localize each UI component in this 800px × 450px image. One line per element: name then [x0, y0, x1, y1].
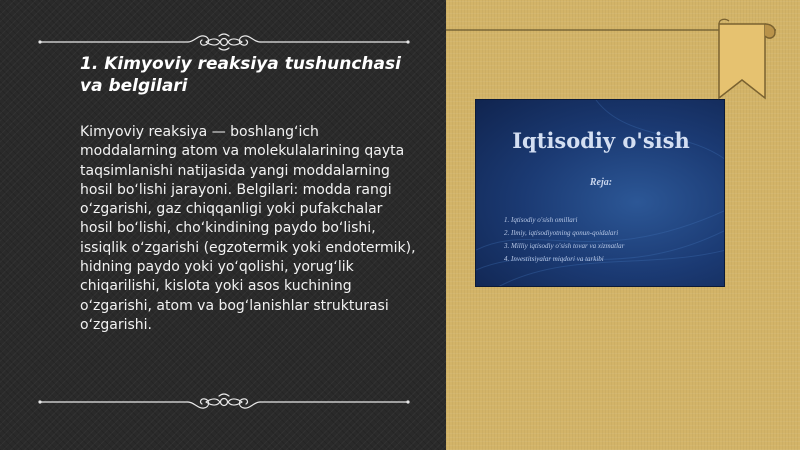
- slide-body-text: Kimyoviy reaksiya — boshlangʻich moddalarning atom va molekulalarining qayta taqsimlanishi natijasida yangi moddalarning hosil boʻlishi jarayoni. Belgilari: modda rangi oʻzgarishi, gaz chiqqanligi yoki pufakchalar hosil boʻlishi, choʻkindining paydo boʻlishi, issiqlik oʻzgarishi (egzotermik yoki endotermik), hidning paydo yoki yoʻqolishi, yorugʻlik chiqarilishi, kislota yoki asos kuchining oʻzgarishi, atom va bogʻlanishlar strukturasi oʻzgarishi.: [80, 124, 416, 333]
- thumbnail-subtitle: Reja:: [589, 177, 613, 188]
- thumbnail-list-item: 3. Milliy iqtisodiy o'sish tovar va xizmatlar: [504, 242, 625, 250]
- embedded-slide-image: [475, 99, 725, 287]
- thumbnail-title: Iqtisodiy o'sish: [512, 128, 690, 153]
- thumbnail-list-item: 4. Investitsiyalar miqdori va tarkibi: [504, 255, 604, 263]
- thumbnail-list-item: 1. Iqtisodiy o'sish omillari: [504, 216, 578, 224]
- slide-heading: 1. Kimyoviy reaksiya tushunchasi va belgilari: [80, 54, 401, 96]
- flourish-divider-icon: [36, 390, 412, 414]
- thumbnail-list-item: 2. Ilmiy, iqtisodiyotning qonun-qoidalari: [504, 229, 619, 237]
- flourish-divider-icon: [36, 30, 412, 54]
- ribbon-bookmark-icon: [717, 18, 777, 102]
- thumbnail-list: [504, 214, 719, 266]
